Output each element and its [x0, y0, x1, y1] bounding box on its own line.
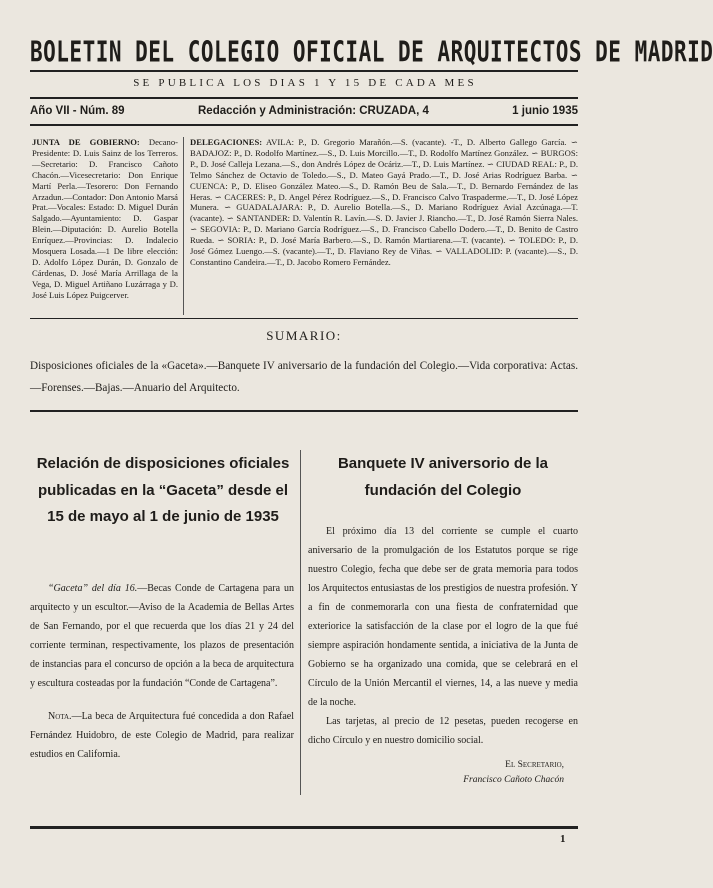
- right-paragraph-1: El próximo día 13 del corriente se cumple el cuarto aniversario de la promulgación de los Estatutos porque se rige nuestro Colegio, fecha que debe ser de grata memoria para todos los Arquitectos entusiastas de los prestigios de nuestra profesión. Y a fin de conmemorarla con una fiesta de confraternidad que exteriorice la satisfacción de la clase por el logro de la que fué siempre aspiración hondamente sentida, a iniciativa de la Junta de Gobierno se ha organizado una comida, que se celebrará en el Círculo de la Unión Mercantil el viernes, 14, a las nueve y media de la noche.: [308, 526, 578, 708]
- column-divider-top: [183, 137, 184, 315]
- left-article-body: [30, 579, 294, 764]
- sumario-title: SUMARIO:: [266, 328, 342, 343]
- left-paragraph-1: [30, 579, 294, 693]
- junta-label: JUNTA DE GOBIERNO:: [32, 137, 140, 147]
- sumario-text: Disposiciones oficiales de la «Gaceta».—Banquete IV aniversario de la fundación del Colegio.—Vida corporativa: Actas.—Forenses.—Bajas.—Anuario del Arquitecto.: [30, 360, 578, 394]
- nota-text: —La beca de Arquitectura fué concedida a don Rafael Fernández Huidobro, de este Colegio de Madrid, para realizar estudios en California.: [30, 711, 294, 760]
- gaceta-entry-text: —Becas Conde de Cartagena para un arquitecto y un escultor.—Aviso de la Academia de Bellas Artes de San Fernando, por el que recuerda que los días 21 y 24 del corriente terminan, respectivamente, los plazos de presentación de instancias para el concurso de opción a la beca de arquitectura y escultura costeadas por la fundación “Conde de Cartagena”.: [30, 583, 294, 689]
- issue-number: Año VII - Núm. 89: [30, 105, 125, 117]
- signature-block: [308, 758, 564, 788]
- right-paragraph-2: Las tarjetas, al precio de 12 pesetas, pueden recogerse en dicho Círculo y en nuestro domicilio social.: [308, 716, 578, 746]
- junta-gobierno-block: [32, 137, 178, 301]
- left-paragraph-2: [30, 707, 294, 764]
- editorial-address: Redacción y Administración: CRUZADA, 4: [198, 105, 429, 117]
- right-article-body: [308, 522, 578, 750]
- delegaciones-block: [190, 137, 578, 268]
- section-rule-2: [30, 410, 578, 412]
- signature-name: Francisco Cañoto Chacón: [463, 775, 564, 785]
- delegaciones-text: AVILA: P., D. Gregorio Marañón.—S. (vacante). -T., D. Alberto Gallego García. ∽ BADAJOZ: P., D. Rodolfo Martínez.—S., D. Luis Morcillo.—T., D. Rodolfo Martínez González. ∽ BURGOS: P., D. José Calleja Lezana.—S., don Andrés López de Ocáriz.—T., D. Luis Martínez. ∽ CIUDAD REAL: P., D. Telmo Sánchez de Octavio de Toledo.—S., D. Mateo Gayá Prado.—T., D. José Arias Rodríguez Barba. ∽ CUENCA: P., D. Eliseo González Mateo.—S., D. Ramón Beu de Sala.—T., D. Bernardo Fernández de las Heras. ∽ CACERES: P., D. Angel Pérez Rodríguez.—S., D. Francisco Calvo Traspaderme.—T., D. José López Munera. ∽ GUADALAJARA: P., D. Aurelio Botella.—S., D. Mariano Rodríguez Avial Azcúnaga.—T. (vacante). ∽ SANTANDER: D. Valentín R. Lavín.—S. D. Javier J. Riancho.—T., D. José Ramón Sierra Nales. ∽ SEGOVIA: P., D. Mariano García Rodríguez.—S., D. Francisco Cabello Dodero.—T., D. Benito de Castro Rueda. ∽ SORIA: P., D. José María Barbero.—S., D. Ramón Martiarena.—T. (vacante). ∽ TOLEDO: P., D. José Gómez Luengo.—S. (vacante).—T., D. Flaviano Rey de Viñas. ∽ VALLADOLID: P. (vacante).—S., D. Constantino Candeira.—T., D. Jacobo Romero Fernández.: [190, 137, 578, 267]
- signature-role: El Secretario,: [505, 760, 564, 770]
- section-rule-1: [30, 318, 578, 319]
- left-article-title: Relación de disposiciones oficiales publicadas en la “Gaceta” desde el 15 de mayo al 1 de junio de 1935: [36, 455, 290, 525]
- header-rule-bottom: [30, 124, 578, 126]
- header-rule-top: [30, 70, 578, 72]
- delegaciones-label: DELEGACIONES:: [190, 137, 263, 147]
- junta-text: Decano-Presidente: D. Luis Sainz de los Terreros.—Secretario: D. Francisco Cañoto Chacón.—Vicesecretario: Don Enrique Martí Perla.—Tesorero: Don Fernando Arzadun.—Contador: Don Antonio Marsá Prat.—Vocales: Estado: D. Miguel Durán Salgado.—Ayuntamiento: D. Gaspar Blein.—Diputación: D. Aurelio Botella Enríquez.—Provincias: D. Indalecio Mosquera Losada.—1 De libre elección: D. Adolfo López Durán, D. Gonzalo de Cárdenas, D. José María Arrillaga de la Vega, D. Miguel Artiñano Luzárraga y D. José Luis López Puigcerver.: [32, 137, 178, 300]
- publication-frequency: SE PUBLICA LOS DIAS 1 Y 15 DE CADA MES: [133, 77, 477, 89]
- column-divider-bottom: [300, 450, 301, 795]
- right-article-title: Banquete IV aniversorio de la fundación del Colegio: [337, 455, 549, 499]
- nota-lead: Nota.: [48, 711, 72, 722]
- footer-rule: [30, 826, 578, 829]
- page-number: 1: [560, 833, 566, 845]
- header-rule-mid: [30, 97, 578, 99]
- gaceta-date-lead: “Gaceta” del día 16.: [48, 583, 138, 594]
- issue-date: 1 junio 1935: [512, 105, 578, 117]
- journal-title: BOLETIN DEL COLEGIO OFICIAL DE ARQUITECTOS DE MADRID: [30, 36, 713, 69]
